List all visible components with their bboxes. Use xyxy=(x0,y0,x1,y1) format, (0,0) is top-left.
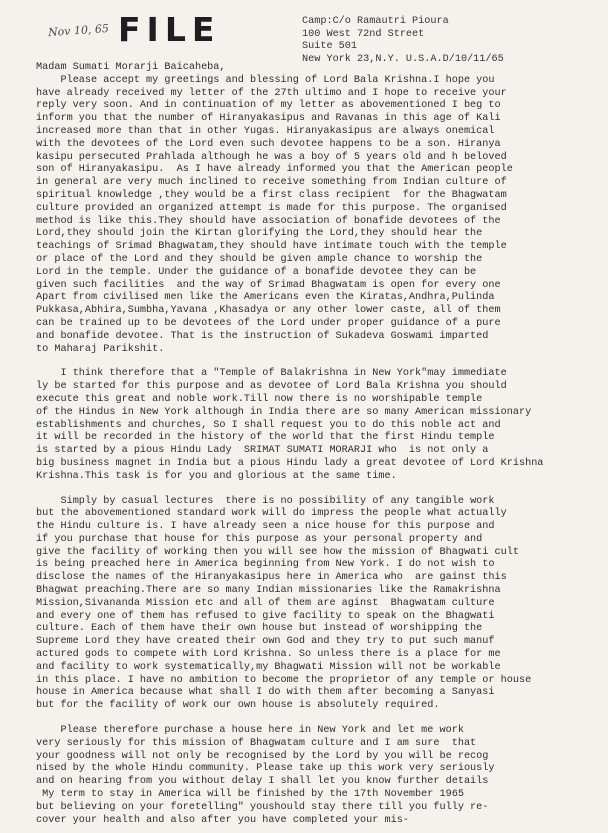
paragraph-4: Please therefore purchase a house here in New York and let me work very seriously for this mission of Bhagwatam culture and I am sure that your goodness will not only be recognised by the Lord by you will be recog nised by the whole Hindu community. Please take up this work very seriously and on hearing from you without delay I shall let you know further details My term to stay in America will be finished by the 17th November 1965 but believing on your foretelling" youshould stay there till you fully re- cover your health and also after you have completed your mis- xyxy=(36,725,495,826)
address-line-4: New York 23,N.Y. U.S.A.D/10/11/65 xyxy=(302,53,504,65)
salutation: Madam Sumati Morarji Baicaheba, xyxy=(36,62,226,73)
address-line-2: 100 West 72nd Street xyxy=(302,28,425,40)
address-line-3: Suite 501 xyxy=(302,41,358,53)
letter-body xyxy=(36,62,592,827)
sender-address xyxy=(302,16,504,66)
handwritten-date-note: Nov 10, 65 xyxy=(47,21,110,40)
paragraph-2: I think therefore that a "Temple of Balakrishna in New York"may immediate ly be started for this purpose and as devotee of Lord Bala Krishna you should execute this great and noble work.Till now there is no worshipable temple of the Hindus in New York although in India there are so many American missionary establishments and churches, So I shall request you to do this noble act and it will be recorded in the history of the world that the first Hindu temple is started by a pious Hindu Lady SRIMAT SUMATI MORARJI who is not only a big business magnet in India but a pious Hindu lady a great devotee of Lord Krishna Krishna.This task is for you and glorious at the same time. xyxy=(36,368,544,482)
paragraph-3: Simply by casual lectures there is no possibility of any tangible work but the abovementioned standard work will do impress the people what actually the Hindu culture is. I have already seen a nice house for this purpose and if you purchase that house for this purpose as your personal property and give the facility of working then you will see how the mission of Bhagwati cult is being preached here in America beginning from New York. I do not wish to disclose the names of the Hiranyakasipus here in America who are gainst this Bhagwat preaching.There are so many Indian missionaries like the Ramakrishna Mission,Sivananda Mission etc and all of them are aginst Bhagwatam culture and every one of them has refused to give facility to speak on the Bhagwati culture. Each of them have their own house but instead of worshipping the Supreme Lord they have created their own God and they try to put such manuf actured gods to compete with Lord Krishna. So unless there is a place for me and facility to work systematically,my Bhagwati Mission will not be workable in this place. I have no ambition to become the proprietor of any temple or house house in America because what shall I do with them after becoming a Sanyasi but for the facility of work our own house is absolutely required. xyxy=(36,495,532,712)
paragraph-1: Please accept my greetings and blessing of Lord Bala Krishna.I hope you have already received my letter of the 27th ultimo and I hope to receive your reply very soon. And in continuation of my letter as abovementioned I beg to inform you that the number of Hiranyakasipus and Ravanas in this age of Kali increased more than that in other Yugas. Hiranyakasipus are always onemical with the devotees of the Lord even such devotee happens to be a son. Hiranya kasipu persecuted Prahlada although he was a boy of 5 years old and h beloved son of Hiranyakasipu. As I have already informed you that the American people in general are very much inclined to receive something from Indian culture of spiritual knowledge ,they would be a first class recipient for the Bhagwatam culture provided an organized attempt is made for this purpose. The organised method is like this.They should have association of bonafide devotees of the Lord,they should join the Kirtan glorifying the Lord,they should hear the teachings of Srimad Bhagwatam,they should have intimate touch with the temple or place of the Lord and they should be given ample chance to worship the Lord in the temple. Under the guidance of a bonafide devotee they can be given such facilities and the way of Srimad Bhagwatam is open for every one Apart from civilised men like the Americans even the Kiratas,Andhra,Pulinda Pukkasa,Abhira,Sumbha,Yavana ,Khasadya or any other lower caste, all of them can be trained up to be devotees of the Lord under proper guidance of a pure and bonafide devotee. That is the instruction of Sukadeva Goswami imparted to Maharaj Parikshit. xyxy=(36,74,513,355)
file-stamp: FILE xyxy=(118,10,221,49)
address-line-1: Camp:C/o Ramautri Pioura xyxy=(302,16,449,27)
